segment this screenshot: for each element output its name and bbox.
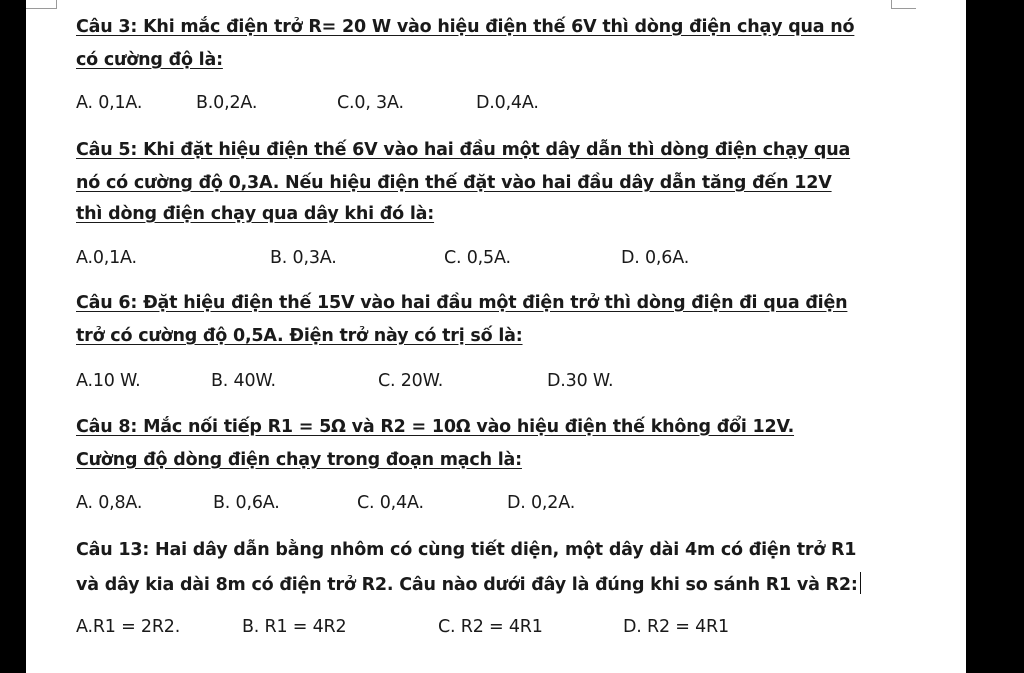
question-text-line: Câu 13: Hai dây dẫn bằng nhôm có cùng tiết diện, một dây dài 4m có điện trở R1: [76, 540, 857, 560]
text-cursor: [860, 572, 861, 594]
question-text-line: [76, 572, 861, 596]
option-b: B. 40W.: [211, 371, 276, 391]
option-c: C. 0,5A.: [444, 248, 511, 268]
option-c: C.0, 3A.: [337, 93, 404, 113]
question-text-line: Câu 6: Đặt hiệu điện thế 15V vào hai đầu một điện trở thì dòng điện đi qua điện: [76, 293, 848, 313]
option-d: D. R2 = 4R1: [623, 617, 729, 637]
question-text-line: Câu 5: Khi đặt hiệu điện thế 6V vào hai đầu một dây dẫn thì dòng điện chạy qua: [76, 140, 851, 160]
answer-options: [76, 616, 896, 640]
answer-options: [76, 370, 896, 394]
question-text-line: Câu 8: Mắc nối tiếp R1 = 5Ω và R2 = 10Ω vào hiệu điện thế không đổi 12V.: [76, 417, 795, 437]
option-a: A. 0,1A.: [76, 93, 143, 113]
answer-options: [76, 92, 896, 116]
question-text-line: có cường độ là:: [76, 50, 223, 70]
option-d: D. 0,2A.: [507, 493, 576, 513]
option-d: D.30 W.: [547, 371, 614, 391]
option-b: B. R1 = 4R2: [242, 617, 347, 637]
page-corner-mark: [26, 0, 57, 9]
option-a: A. 0,8A.: [76, 493, 143, 513]
option-b: B. 0,6A.: [213, 493, 280, 513]
answer-options: [76, 492, 896, 516]
answer-options: [76, 247, 896, 271]
option-a: A.10 W.: [76, 371, 141, 391]
option-a: A.R1 = 2R2.: [76, 617, 181, 637]
option-b: B. 0,3A.: [270, 248, 337, 268]
option-a: A.0,1A.: [76, 248, 137, 268]
page-corner-mark: [891, 0, 916, 9]
option-d: D. 0,6A.: [621, 248, 690, 268]
question-text-line: thì dòng điện chạy qua dây khi đó là:: [76, 204, 435, 224]
question-text-line: nó có cường độ 0,3A. Nếu hiệu điện thế đặt vào hai đầu dây dẫn tăng đến 12V: [76, 173, 832, 193]
option-c: C. 0,4A.: [357, 493, 424, 513]
option-c: C. 20W.: [378, 371, 444, 391]
question-text-line: Cường độ dòng điện chạy trong đoạn mạch là:: [76, 450, 522, 470]
document-page: [26, 0, 966, 673]
question-text: và dây kia dài 8m có điện trở R2. Câu nào dưới đây là đúng khi so sánh R1 và R2:: [76, 575, 858, 595]
option-d: D.0,4A.: [476, 93, 539, 113]
question-text-line: Câu 3: Khi mắc điện trở R= 20 W vào hiệu điện thế 6V thì dòng điện chạy qua nó: [76, 17, 855, 37]
option-c: C. R2 = 4R1: [438, 617, 543, 637]
option-b: B.0,2A.: [196, 93, 258, 113]
question-text-line: trở có cường độ 0,5A. Điện trở này có trị số là:: [76, 326, 523, 346]
